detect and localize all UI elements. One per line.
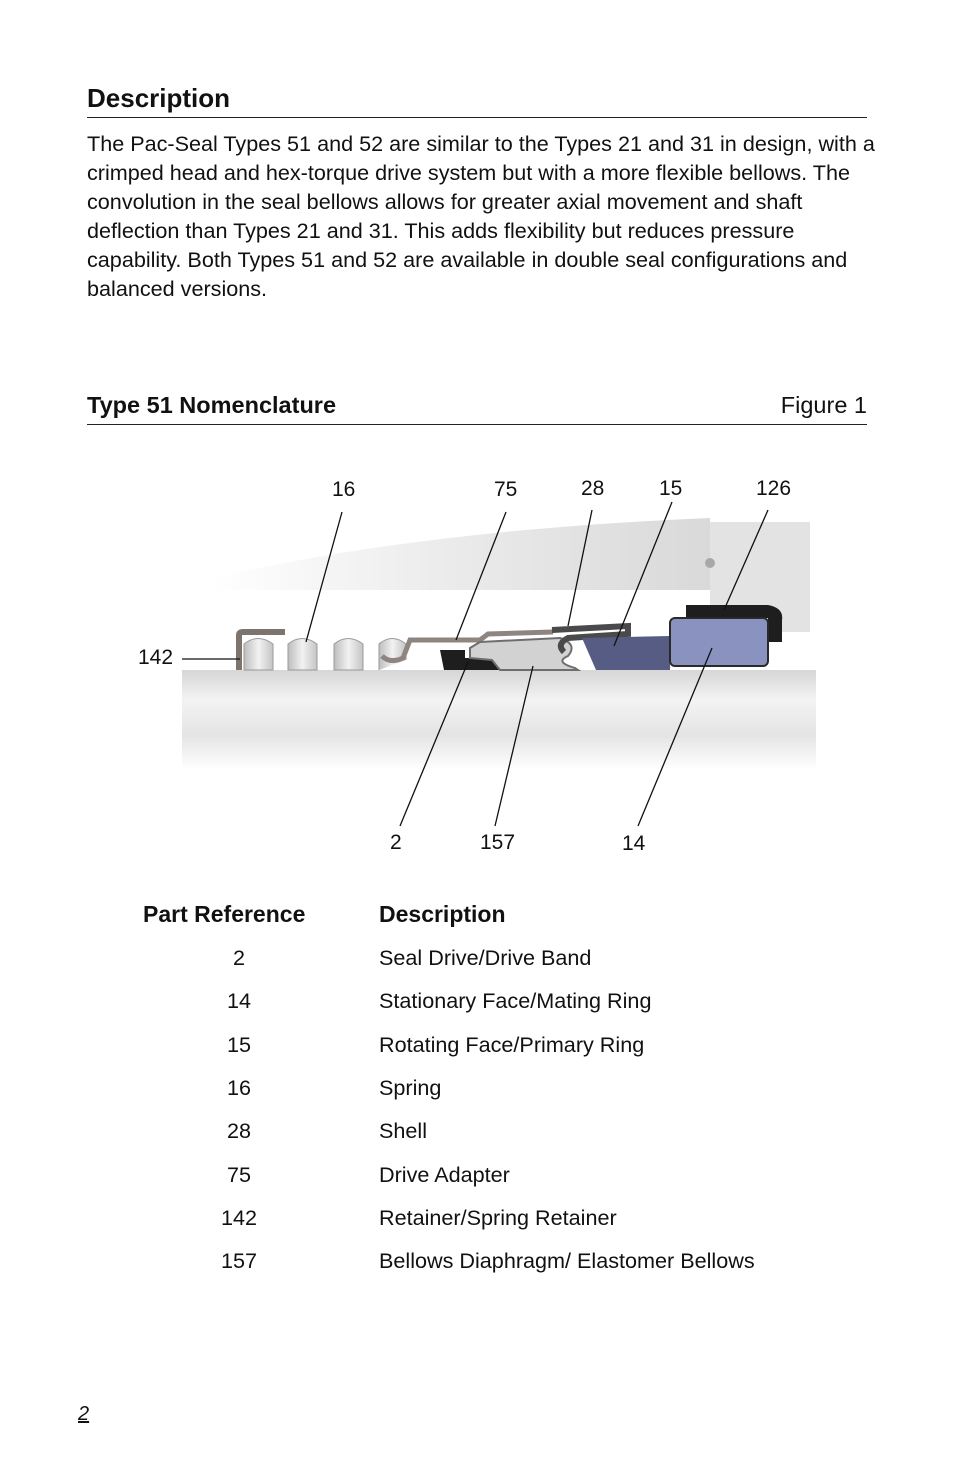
nomenclature-header bbox=[87, 390, 867, 425]
description-heading: Description bbox=[87, 83, 231, 113]
part-desc-cell: Seal Drive/Drive Band bbox=[379, 945, 592, 970]
stationary-face-14 bbox=[670, 618, 768, 666]
page-number: 2 bbox=[78, 1403, 90, 1425]
part-ref-cell: 15 bbox=[226, 1032, 252, 1057]
callout-28: 28 bbox=[581, 477, 605, 500]
table-row bbox=[143, 1027, 843, 1067]
part-ref-cell: 142 bbox=[220, 1205, 258, 1230]
figure-label: Figure 1 bbox=[780, 392, 867, 418]
part-ref-cell: 157 bbox=[220, 1248, 258, 1273]
table-row bbox=[143, 1070, 843, 1110]
table-row bbox=[143, 983, 843, 1023]
description-header bbox=[87, 82, 867, 118]
callout-142: 142 bbox=[138, 646, 174, 669]
callout-14: 14 bbox=[622, 832, 646, 855]
table-row bbox=[143, 1243, 843, 1283]
table-row bbox=[143, 1157, 843, 1197]
seal-cross-section-diagram bbox=[120, 460, 840, 870]
description-paragraph: The Pac-Seal Types 51 and 52 are similar to the Types 21 and 31 in design, with a crimped head and hex-torque drive system but with a more flexible bellows. The convolution in the seal bellows allows for greater axial movement and shaft deflection than Types 21 and 31. This adds flexibility but reduces pressure capability. Both Types 51 and 52 are available in double seal configurations and balanced versions. bbox=[87, 131, 875, 301]
part-desc-cell: Rotating Face/Primary Ring bbox=[379, 1032, 645, 1057]
callout-16: 16 bbox=[332, 478, 356, 501]
table-row bbox=[143, 940, 843, 980]
col-header-part-reference: Part Reference bbox=[143, 901, 306, 927]
part-ref-cell: 75 bbox=[226, 1162, 252, 1187]
part-desc-cell: Retainer/Spring Retainer bbox=[379, 1205, 617, 1230]
callout-15: 15 bbox=[659, 477, 683, 500]
part-ref-cell: 2 bbox=[232, 945, 245, 970]
callout-157: 157 bbox=[480, 831, 516, 854]
callout-126: 126 bbox=[756, 477, 792, 500]
callout-75: 75 bbox=[494, 478, 518, 501]
table-row bbox=[143, 1113, 843, 1153]
spring-coils-16 bbox=[244, 639, 406, 671]
part-ref-cell: 28 bbox=[226, 1118, 252, 1143]
part-desc-cell: Bellows Diaphragm/ Elastomer Bellows bbox=[379, 1248, 755, 1273]
part-ref-cell: 14 bbox=[226, 988, 252, 1013]
rotating-face-15 bbox=[582, 636, 670, 670]
callout-2: 2 bbox=[390, 831, 402, 854]
part-desc-cell: Stationary Face/Mating Ring bbox=[379, 988, 652, 1013]
part-desc-cell: Shell bbox=[379, 1118, 428, 1143]
table-row bbox=[143, 1200, 843, 1240]
shaft bbox=[182, 670, 816, 770]
nomenclature-heading: Type 51 Nomenclature bbox=[87, 392, 337, 418]
part-ref-cell: 16 bbox=[226, 1075, 252, 1100]
part-desc-cell: Spring bbox=[379, 1075, 442, 1100]
part-desc-cell: Drive Adapter bbox=[379, 1162, 510, 1187]
col-header-description: Description bbox=[379, 901, 506, 927]
